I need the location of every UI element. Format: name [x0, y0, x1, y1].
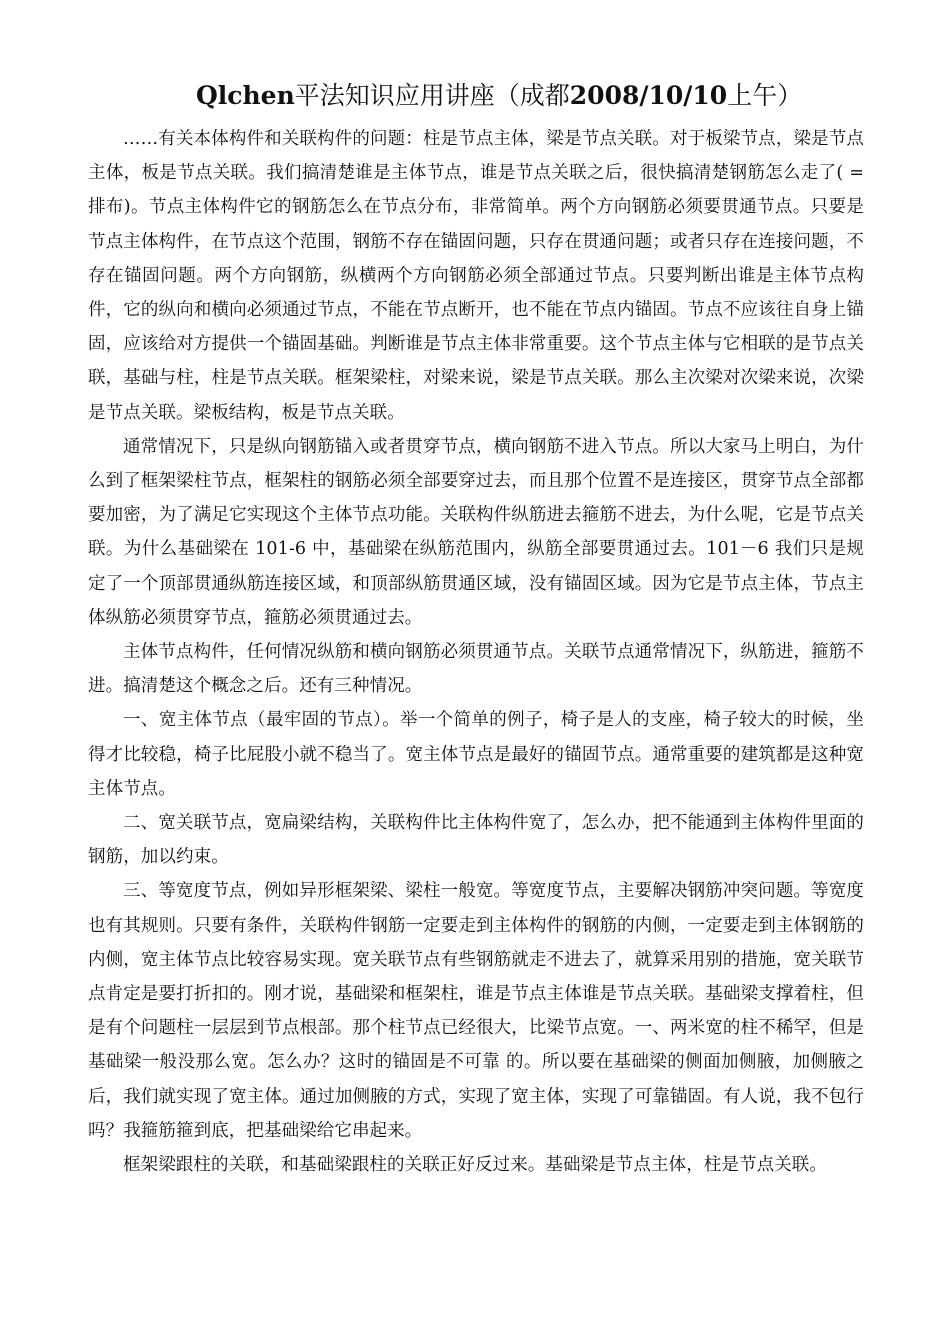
paragraph-3: 主体节点构件，任何情况纵筋和横向钢筋必须贯通节点。关联节点通常情况下，纵筋进，箍筋不进。搞清楚这个概念之后。还有三种情况。 — [88, 642, 864, 697]
title-text-2: 上午） — [727, 81, 803, 110]
document-page — [88, 76, 864, 1182]
paragraph-4: 一、宽主体节点（最牢固的节点）。举一个简单的例子，椅子是人的支座，椅子较大的时候，坐得才比较稳，椅子比屁股小就不稳当了。宽主体节点是最好的锚固节点。通常重要的建筑都是这种宽主体节点。 — [88, 710, 864, 799]
paragraph-2: 通常情况下，只是纵向钢筋锚入或者贯穿节点，横向钢筋不进入节点。所以大家马上明白，为什么到了框架梁柱节点，框架柱的钢筋必须全部要穿过去，而且那个位置不是连接区，贯穿节点全部都要加密，为了满足它实现这个主体节点功能。关联构件纵筋进去箍筋不进去，为什么呢，它是节点关联。为什么基础梁在 101-6 中，基础梁在纵筋范围内，纵筋全部要贯通过去。101－6 我们只是规定了一个顶部贯通纵筋连接区域，和顶部纵筋贯通区域，没有锚固区域。因为它是节点主体，节点主体纵筋必须贯穿节点，箍筋必须贯通过去。 — [88, 436, 864, 628]
title-author: Qlchen — [196, 81, 295, 110]
title-date: 2008/10/10 — [569, 81, 728, 110]
title-text-1: 平法知识应用讲座（成都 — [294, 81, 570, 110]
paragraph-1: ……有关本体构件和关联构件的问题：柱是节点主体，梁是节点关联。对于板梁节点，梁是节点主体，板是节点关联。我们搞清楚谁是主体节点，谁是节点关联之后，很快搞清楚钢筋怎么走了( =排布)。节点主体构件它的钢筋怎么在节点分布，非常简单。两个方向钢筋必须要贯通节点。只要是节点主体构件，在节点这个范围，钢筋不存在锚固问题，只存在贯通问题；或者只存在连接问题，不存在锚固问题。两个方向钢筋，纵横两个方向钢筋必须全部通过节点。只要判断出谁是主体节点构件，它的纵向和横向必须通过节点，不能在节点断开，也不能在节点内锚固。节点不应该往自身上锚固，应该给对方提供一个锚固基础。判断谁是节点主体非常重要。这个节点主体与它相联的是节点关联，基础与柱，柱是节点关联。框架梁柱，对梁来说，梁是节点关联。那么主次梁对次梁来说，次梁是节点关联。梁板结构，板是节点关联。 — [88, 129, 864, 423]
paragraph-5: 二、宽关联节点，宽扁梁结构，关联构件比主体构件宽了，怎么办，把不能通到主体构件里面的钢筋，加以约束。 — [88, 813, 864, 868]
paragraph-6: 三、等宽度节点，例如异形框架梁、梁柱一般宽。等宽度节点，主要解决钢筋冲突问题。等宽度也有其规则。只要有条件，关联构件钢筋一定要走到主体构件的钢筋的内侧，一定要走到主体钢筋的内侧，宽主体节点比较容易实现。宽关联节点有些钢筋就走不进去了，就算采用别的措施，宽关联节点肯定是要打折扣的。刚才说，基础梁和框架柱，谁是节点主体谁是节点关联。基础梁支撑着柱，但是有个问题柱一层层到节点根部。那个柱节点已经很大，比梁节点宽。一、两米宽的柱不稀罕，但是基础梁一般没那么宽。怎么办？这时的锚固是不可靠 的。所以要在基础梁的侧面加侧腋，加侧腋之后，我们就实现了宽主体。通过加侧腋的方式，实现了宽主体，实现了可靠锚固。有人说，我不包行吗？我箍筋箍到底，把基础梁给它串起来。 — [88, 881, 864, 1141]
document-title — [88, 76, 864, 116]
paragraph-7: 框架梁跟柱的关联，和基础梁跟柱的关联正好反过来。基础梁是节点主体，柱是节点关联。 — [123, 1155, 827, 1176]
